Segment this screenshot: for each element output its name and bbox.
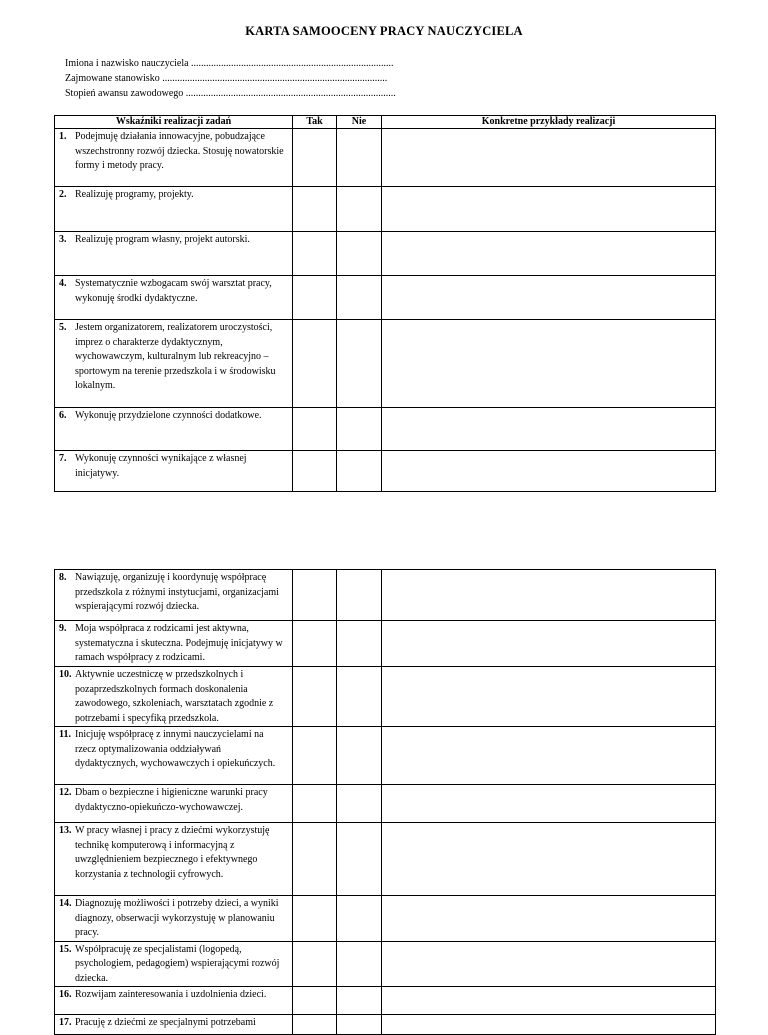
table-row bbox=[55, 941, 716, 987]
indicator-item bbox=[55, 667, 292, 726]
indicator-text: Wykonuję przydzielone czynności dodatkowe. bbox=[75, 410, 262, 421]
yes-cell[interactable] bbox=[293, 941, 337, 987]
indicator-item bbox=[55, 942, 292, 987]
header-examples: Konkretne przykłady realizacji bbox=[382, 116, 716, 129]
header-no: Nie bbox=[337, 116, 382, 129]
indicator-text: Jestem organizatorem, realizatorem uroczystości, imprez o charakterze dydaktycznym, wychowawczym, kulturalnym lub rekreacyjno – sportowym na terenie przedszkola i w środowisku lokalnym. bbox=[75, 322, 276, 391]
indicator-number: 1. bbox=[59, 131, 67, 142]
table-row bbox=[55, 823, 716, 896]
examples-cell[interactable] bbox=[382, 823, 716, 896]
no-cell[interactable] bbox=[337, 621, 382, 667]
indicator-cell bbox=[55, 276, 293, 320]
examples-cell[interactable] bbox=[382, 941, 716, 987]
teacher-name-line: Imiona i nazwisko nauczyciela ................................................................................. bbox=[65, 58, 394, 69]
indicator-cell bbox=[55, 727, 293, 785]
indicator-item bbox=[55, 570, 292, 615]
table-row bbox=[55, 896, 716, 942]
yes-cell[interactable] bbox=[293, 408, 337, 451]
indicator-cell bbox=[55, 621, 293, 667]
indicator-number: 5. bbox=[59, 322, 67, 333]
indicator-cell bbox=[55, 187, 293, 232]
indicator-cell bbox=[55, 129, 293, 187]
indicator-cell bbox=[55, 1015, 293, 1035]
no-cell[interactable] bbox=[337, 451, 382, 492]
indicator-item bbox=[55, 232, 292, 248]
indicator-number: 16. bbox=[59, 989, 72, 1000]
no-cell[interactable] bbox=[337, 896, 382, 942]
indicator-cell bbox=[55, 232, 293, 276]
no-cell[interactable] bbox=[337, 187, 382, 232]
table-row bbox=[55, 785, 716, 823]
indicator-text: Dbam o bezpieczne i higieniczne warunki pracy dydaktyczno-opiekuńczo-wychowawczej. bbox=[75, 787, 268, 813]
no-cell[interactable] bbox=[337, 823, 382, 896]
indicator-item bbox=[55, 1015, 292, 1031]
examples-cell[interactable] bbox=[382, 320, 716, 408]
indicator-cell bbox=[55, 451, 293, 492]
indicator-number: 8. bbox=[59, 572, 67, 583]
indicator-text: Pracuję z dziećmi ze specjalnymi potrzebami bbox=[75, 1017, 256, 1028]
indicator-text: Diagnozuję możliwości i potrzeby dzieci, a wyniki diagnozy, obserwacji wykorzystuję w planowaniu pracy. bbox=[75, 898, 279, 938]
yes-cell[interactable] bbox=[293, 232, 337, 276]
examples-cell[interactable] bbox=[382, 570, 716, 621]
indicator-number: 14. bbox=[59, 898, 72, 909]
promotion-level-line: Stopień awansu zawodowego .................................................................................... bbox=[65, 88, 396, 99]
table-row bbox=[55, 129, 716, 187]
self-assessment-table-page1 bbox=[54, 115, 716, 492]
no-cell[interactable] bbox=[337, 232, 382, 276]
yes-cell[interactable] bbox=[293, 785, 337, 823]
table-row bbox=[55, 1015, 716, 1035]
indicator-item bbox=[55, 408, 292, 424]
examples-cell[interactable] bbox=[382, 621, 716, 667]
table-row bbox=[55, 276, 716, 320]
examples-cell[interactable] bbox=[382, 1015, 716, 1035]
no-cell[interactable] bbox=[337, 320, 382, 408]
document-title: KARTA SAMOOCENY PRACY NAUCZYCIELA bbox=[245, 24, 523, 38]
indicator-cell bbox=[55, 785, 293, 823]
indicator-item bbox=[55, 187, 292, 203]
indicator-number: 13. bbox=[59, 825, 72, 836]
indicator-cell bbox=[55, 570, 293, 621]
table-row bbox=[55, 320, 716, 408]
header-yes: Tak bbox=[293, 116, 337, 129]
indicator-item bbox=[55, 276, 292, 306]
yes-cell[interactable] bbox=[293, 667, 337, 727]
examples-cell[interactable] bbox=[382, 129, 716, 187]
table-header-row bbox=[55, 116, 716, 129]
indicator-number: 11. bbox=[59, 729, 71, 740]
indicator-cell bbox=[55, 941, 293, 987]
examples-cell[interactable] bbox=[382, 667, 716, 727]
examples-cell[interactable] bbox=[382, 408, 716, 451]
no-cell[interactable] bbox=[337, 276, 382, 320]
indicator-number: 7. bbox=[59, 453, 67, 464]
indicator-cell bbox=[55, 987, 293, 1015]
indicator-number: 9. bbox=[59, 623, 67, 634]
teacher-info bbox=[65, 56, 396, 101]
indicator-text: Moja współpraca z rodzicami jest aktywna, systematyczna i skuteczna. Podejmuję inicjatywy w ramach współpracy z rodzicami. bbox=[75, 623, 283, 663]
yes-cell[interactable] bbox=[293, 1015, 337, 1035]
yes-cell[interactable] bbox=[293, 187, 337, 232]
indicator-text: Współpracuję ze specjalistami (logopedą, psychologiem, pedagogiem) wspierającymi rozwój dziecka. bbox=[75, 943, 280, 984]
yes-cell[interactable] bbox=[293, 129, 337, 187]
indicator-text: Realizuję programy, projekty. bbox=[75, 189, 194, 200]
no-cell[interactable] bbox=[337, 408, 382, 451]
examples-cell[interactable] bbox=[382, 276, 716, 320]
indicator-text: W pracy własnej i pracy z dziećmi wykorzystuję technikę komputerową i informacyjną z uwzględnieniem bezpiecznego i efektywnego korzystania z technologii cyfrowych. bbox=[75, 825, 270, 880]
no-cell[interactable] bbox=[337, 987, 382, 1015]
no-cell[interactable] bbox=[337, 727, 382, 785]
no-cell[interactable] bbox=[337, 570, 382, 621]
examples-cell[interactable] bbox=[382, 451, 716, 492]
table-row bbox=[55, 987, 716, 1015]
indicator-item bbox=[55, 823, 292, 882]
indicator-item bbox=[55, 896, 292, 941]
examples-cell[interactable] bbox=[382, 785, 716, 823]
examples-cell[interactable] bbox=[382, 987, 716, 1015]
indicator-cell bbox=[55, 667, 293, 727]
yes-cell[interactable] bbox=[293, 621, 337, 667]
indicator-text: Inicjuję współpracę z innymi nauczycielami na rzecz optymalizowania oddziaływań dydaktycznych, wychowawczych i opiekuńczych. bbox=[75, 729, 276, 769]
examples-cell[interactable] bbox=[382, 727, 716, 785]
table-row bbox=[55, 408, 716, 451]
header-indicators: Wskaźniki realizacji zadań bbox=[55, 116, 293, 129]
yes-cell[interactable] bbox=[293, 896, 337, 942]
table-row bbox=[55, 621, 716, 667]
no-cell[interactable] bbox=[337, 667, 382, 727]
indicator-item bbox=[55, 785, 292, 815]
indicator-item bbox=[55, 621, 292, 666]
indicator-item bbox=[55, 987, 292, 1003]
table-row bbox=[55, 667, 716, 727]
table-row bbox=[55, 451, 716, 492]
yes-cell[interactable] bbox=[293, 451, 337, 492]
position-line: Zajmowane stanowisko .......................................................................................... bbox=[65, 73, 388, 84]
no-cell[interactable] bbox=[337, 129, 382, 187]
indicator-number: 3. bbox=[59, 234, 67, 245]
indicator-item bbox=[55, 320, 292, 394]
indicator-text: Realizuję program własny, projekt autorski. bbox=[75, 234, 250, 245]
yes-cell[interactable] bbox=[293, 987, 337, 1015]
indicator-item bbox=[55, 451, 292, 481]
indicator-cell bbox=[55, 408, 293, 451]
indicator-text: Systematycznie wzbogacam swój warsztat pracy, wykonuję środki dydaktyczne. bbox=[75, 278, 272, 304]
indicator-text: Podejmuję działania innowacyjne, pobudzające wszechstronny rozwój dziecka. Stosuję nowatorskie formy i metody pracy. bbox=[75, 131, 284, 171]
examples-cell[interactable] bbox=[382, 187, 716, 232]
yes-cell[interactable] bbox=[293, 727, 337, 785]
no-cell[interactable] bbox=[337, 785, 382, 823]
yes-cell[interactable] bbox=[293, 320, 337, 408]
indicator-number: 17. bbox=[59, 1017, 72, 1028]
yes-cell[interactable] bbox=[293, 823, 337, 896]
no-cell[interactable] bbox=[337, 941, 382, 987]
indicator-text: Nawiązuję, organizuję i koordynuję współpracę przedszkola z różnymi instytucjami, organizacjami wspierającymi rozwój dziecka. bbox=[75, 572, 279, 612]
indicator-item bbox=[55, 129, 292, 174]
indicator-number: 6. bbox=[59, 410, 67, 421]
indicator-number: 2. bbox=[59, 189, 67, 200]
table-row bbox=[55, 570, 716, 621]
indicator-number: 10. bbox=[59, 669, 72, 680]
indicator-cell bbox=[55, 320, 293, 408]
indicator-cell bbox=[55, 896, 293, 942]
yes-cell[interactable] bbox=[293, 570, 337, 621]
examples-cell[interactable] bbox=[382, 896, 716, 942]
rows-page1 bbox=[55, 129, 716, 492]
rows-page2 bbox=[55, 570, 716, 1035]
yes-cell[interactable] bbox=[293, 276, 337, 320]
indicator-text: Rozwijam zainteresowania i uzdolnienia dzieci. bbox=[75, 989, 267, 1000]
no-cell[interactable] bbox=[337, 1015, 382, 1035]
indicator-number: 4. bbox=[59, 278, 67, 289]
table-row bbox=[55, 187, 716, 232]
indicator-cell bbox=[55, 823, 293, 896]
indicator-number: 15. bbox=[59, 943, 72, 955]
indicator-text: Aktywnie uczestniczę w przedszkolnych i pozaprzedszkolnych formach doskonalenia zawodowego, szkoleniach, warsztatach zgodnie z potrzebami i specyfiką przedszkola. bbox=[75, 669, 274, 724]
examples-cell[interactable] bbox=[382, 232, 716, 276]
indicator-item bbox=[55, 727, 292, 772]
self-assessment-table-page2 bbox=[54, 569, 716, 1035]
table-row bbox=[55, 727, 716, 785]
indicator-number: 12. bbox=[59, 787, 72, 798]
indicator-text: Wykonuję czynności wynikające z własnej inicjatywy. bbox=[75, 453, 247, 479]
table-row bbox=[55, 232, 716, 276]
